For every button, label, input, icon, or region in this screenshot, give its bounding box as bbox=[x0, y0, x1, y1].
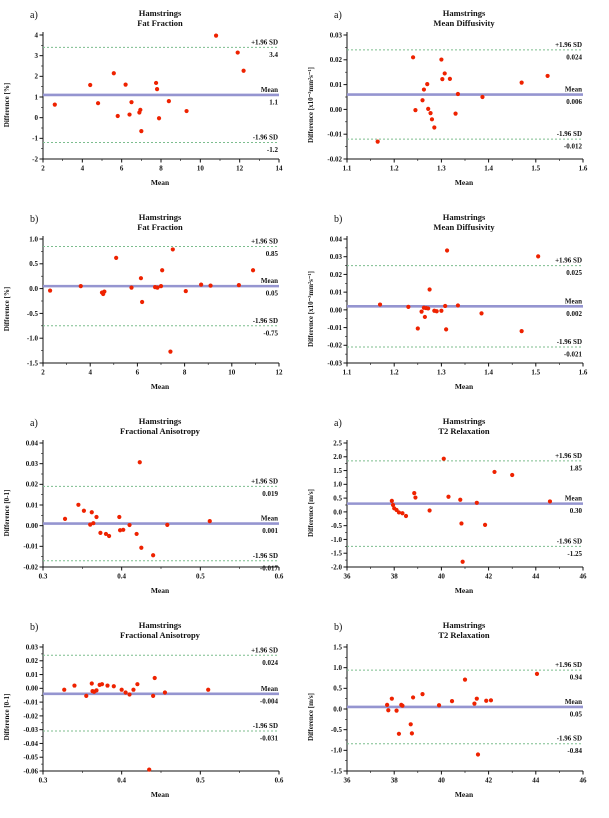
svg-text:0.01: 0.01 bbox=[25, 670, 38, 679]
svg-text:-0.01: -0.01 bbox=[327, 130, 342, 139]
svg-text:-0.03: -0.03 bbox=[23, 726, 38, 735]
svg-text:1.0: 1.0 bbox=[333, 480, 342, 489]
svg-text:2: 2 bbox=[34, 72, 38, 81]
svg-text:0.00: 0.00 bbox=[25, 522, 38, 531]
svg-text:0.0: 0.0 bbox=[333, 705, 342, 714]
svg-text:-1.0: -1.0 bbox=[330, 746, 342, 755]
panel-mean-diffusivity-b bbox=[304, 208, 609, 412]
chart-subtitle: T2 Relaxation bbox=[438, 630, 490, 640]
panel-fractional-anisotropy-a bbox=[0, 412, 304, 616]
svg-text:8: 8 bbox=[182, 368, 187, 377]
svg-text:-1.96 SD: -1.96 SD bbox=[556, 338, 582, 347]
svg-text:-1.5: -1.5 bbox=[330, 549, 342, 558]
svg-text:-0.012: -0.012 bbox=[563, 142, 582, 151]
chart-title: Hamstrings bbox=[138, 620, 182, 630]
svg-text:-1.96 SD: -1.96 SD bbox=[252, 551, 278, 560]
svg-text:0.5: 0.5 bbox=[195, 572, 205, 581]
svg-text:40: 40 bbox=[437, 572, 445, 581]
plot-wrapper bbox=[304, 233, 609, 385]
scatter-plot bbox=[317, 437, 589, 589]
panel-letter: b) bbox=[30, 214, 39, 225]
svg-text:0.024: 0.024 bbox=[262, 658, 278, 667]
plot-wrapper bbox=[0, 641, 304, 793]
x-axis-label: Mean bbox=[150, 382, 170, 391]
svg-text:8: 8 bbox=[159, 164, 163, 173]
svg-text:-1: -1 bbox=[32, 134, 38, 143]
svg-text:0.94: 0.94 bbox=[569, 673, 582, 682]
y-axis-label-box bbox=[0, 641, 13, 793]
svg-text:1.0: 1.0 bbox=[333, 664, 342, 673]
y-axis-label: Difference [x10⁻³mm²s⁻¹] bbox=[306, 271, 315, 347]
y-axis-label-box bbox=[304, 233, 317, 385]
svg-text:3.4: 3.4 bbox=[269, 50, 278, 59]
panel-letter: a) bbox=[334, 418, 342, 429]
svg-text:1.1: 1.1 bbox=[342, 368, 352, 377]
x-axis-label: Mean bbox=[150, 586, 170, 595]
x-axis-label: Mean bbox=[454, 586, 474, 595]
svg-text:42: 42 bbox=[485, 572, 493, 581]
svg-text:6: 6 bbox=[119, 164, 124, 173]
svg-text:38: 38 bbox=[390, 776, 398, 785]
svg-text:10: 10 bbox=[196, 164, 204, 173]
y-axis-label-box bbox=[0, 437, 13, 589]
svg-text:-0.5: -0.5 bbox=[330, 726, 342, 735]
svg-text:0.0: 0.0 bbox=[29, 285, 38, 293]
chart-title: Hamstrings bbox=[138, 8, 182, 18]
svg-text:1.3: 1.3 bbox=[437, 164, 446, 173]
svg-text:0.03: 0.03 bbox=[329, 31, 342, 40]
svg-text:-0.5: -0.5 bbox=[330, 522, 342, 531]
svg-text:0.03: 0.03 bbox=[25, 460, 38, 469]
svg-text:-1.96 SD: -1.96 SD bbox=[556, 734, 582, 743]
svg-text:1.5: 1.5 bbox=[333, 643, 342, 652]
scatter-plot bbox=[317, 29, 589, 181]
svg-text:4: 4 bbox=[34, 31, 38, 40]
svg-text:0.01: 0.01 bbox=[329, 81, 342, 89]
svg-text:0.01: 0.01 bbox=[329, 288, 342, 297]
svg-text:0.00: 0.00 bbox=[329, 306, 342, 315]
svg-text:Mean: Mean bbox=[260, 85, 278, 94]
plot-wrapper bbox=[304, 437, 609, 589]
scatter-plot bbox=[317, 233, 589, 385]
svg-text:-0.02: -0.02 bbox=[23, 563, 38, 572]
svg-text:0.30: 0.30 bbox=[569, 507, 582, 516]
y-axis-label: Difference [m/s] bbox=[306, 693, 315, 741]
chart-title-block bbox=[42, 416, 278, 436]
svg-text:0.3: 0.3 bbox=[38, 776, 48, 785]
panel-fat-fraction-b bbox=[0, 208, 304, 412]
svg-text:-0.75: -0.75 bbox=[263, 329, 278, 338]
panel-t2-relaxation-a bbox=[304, 412, 609, 616]
svg-text:0.002: 0.002 bbox=[566, 309, 582, 318]
svg-text:-0.05: -0.05 bbox=[23, 753, 38, 762]
svg-text:1.3: 1.3 bbox=[437, 368, 446, 377]
svg-text:0.01: 0.01 bbox=[25, 501, 38, 510]
chart-title-block bbox=[346, 212, 582, 232]
panel-letter: a) bbox=[334, 10, 342, 21]
y-axis-label-box bbox=[304, 437, 317, 589]
svg-text:46: 46 bbox=[579, 776, 587, 785]
chart-subtitle: Fat Fraction bbox=[137, 222, 183, 232]
svg-text:-0.017: -0.017 bbox=[259, 564, 278, 573]
svg-text:-1.25: -1.25 bbox=[567, 549, 582, 558]
x-axis-label: Mean bbox=[454, 382, 474, 391]
svg-text:6: 6 bbox=[135, 368, 140, 377]
y-axis-label-box bbox=[0, 29, 13, 181]
svg-text:10: 10 bbox=[228, 368, 236, 377]
scatter-plot bbox=[13, 29, 285, 181]
svg-text:0.00: 0.00 bbox=[329, 105, 342, 114]
svg-text:0.5: 0.5 bbox=[333, 684, 342, 693]
svg-text:0: 0 bbox=[34, 114, 38, 123]
plot-wrapper bbox=[304, 29, 609, 181]
svg-text:+1.96 SD: +1.96 SD bbox=[555, 661, 582, 670]
svg-text:0.04: 0.04 bbox=[25, 439, 38, 448]
svg-text:1.0: 1.0 bbox=[29, 235, 38, 244]
svg-text:0.02: 0.02 bbox=[329, 270, 342, 279]
svg-text:0.00: 0.00 bbox=[25, 684, 38, 693]
svg-text:2: 2 bbox=[41, 164, 45, 173]
svg-text:1: 1 bbox=[34, 93, 38, 102]
svg-text:Mean: Mean bbox=[564, 85, 582, 94]
panel-letter: b) bbox=[334, 214, 343, 225]
svg-text:-0.031: -0.031 bbox=[259, 734, 278, 743]
svg-text:0.6: 0.6 bbox=[274, 776, 284, 785]
svg-text:-1.96 SD: -1.96 SD bbox=[252, 316, 278, 325]
svg-text:Mean: Mean bbox=[564, 697, 582, 706]
chart-title-block bbox=[346, 8, 582, 28]
svg-text:36: 36 bbox=[343, 776, 351, 785]
y-axis-label: Difference [0-1] bbox=[2, 693, 11, 741]
svg-text:-1.96 SD: -1.96 SD bbox=[252, 722, 278, 731]
svg-text:-0.02: -0.02 bbox=[327, 341, 342, 350]
y-axis-label: Difference [m/s] bbox=[306, 489, 315, 537]
panel-mean-diffusivity-a bbox=[304, 4, 609, 208]
chart-title: Hamstrings bbox=[442, 212, 486, 222]
svg-text:1.6: 1.6 bbox=[578, 164, 588, 173]
svg-text:0.001: 0.001 bbox=[262, 527, 278, 536]
svg-text:0.4: 0.4 bbox=[117, 572, 127, 581]
x-axis-label: Mean bbox=[454, 790, 474, 799]
y-axis-label: Difference [x10⁻³mm²s⁻¹] bbox=[306, 67, 315, 143]
svg-text:14: 14 bbox=[275, 164, 283, 173]
scatter-plot bbox=[317, 641, 589, 793]
svg-text:0.02: 0.02 bbox=[25, 480, 38, 489]
svg-text:0.0: 0.0 bbox=[333, 508, 342, 517]
y-axis-label-box bbox=[304, 641, 317, 793]
panel-letter: b) bbox=[334, 622, 343, 633]
svg-text:4: 4 bbox=[88, 368, 92, 377]
chart-title: Hamstrings bbox=[138, 416, 182, 426]
svg-text:0.02: 0.02 bbox=[329, 56, 342, 65]
svg-text:44: 44 bbox=[532, 572, 540, 581]
svg-text:0.3: 0.3 bbox=[38, 572, 48, 581]
svg-text:+1.96 SD: +1.96 SD bbox=[555, 451, 582, 460]
svg-text:-1.0: -1.0 bbox=[330, 535, 342, 544]
chart-subtitle: Mean Diffusivity bbox=[433, 18, 495, 28]
chart-subtitle: Fractional Anisotropy bbox=[120, 630, 200, 640]
svg-text:0.006: 0.006 bbox=[566, 98, 582, 107]
y-axis-label-box bbox=[0, 233, 13, 385]
svg-text:-1.5: -1.5 bbox=[330, 767, 342, 776]
chart-title-block bbox=[42, 8, 278, 28]
chart-title-block bbox=[42, 620, 278, 640]
x-axis-label: Mean bbox=[150, 790, 170, 799]
chart-title-block bbox=[346, 620, 582, 640]
svg-text:36: 36 bbox=[343, 572, 351, 581]
svg-text:-0.004: -0.004 bbox=[259, 697, 278, 706]
svg-text:2: 2 bbox=[41, 368, 45, 377]
svg-text:0.024: 0.024 bbox=[566, 53, 582, 62]
chart-title-block bbox=[42, 212, 278, 232]
svg-text:12: 12 bbox=[236, 164, 244, 173]
svg-text:0.5: 0.5 bbox=[195, 776, 205, 785]
chart-title: Hamstrings bbox=[138, 212, 182, 222]
svg-text:Mean: Mean bbox=[564, 494, 582, 503]
x-axis-label: Mean bbox=[150, 178, 170, 187]
svg-text:1.5: 1.5 bbox=[333, 466, 342, 475]
svg-text:-0.01: -0.01 bbox=[23, 542, 38, 551]
chart-title-block bbox=[346, 416, 582, 436]
svg-text:-0.5: -0.5 bbox=[26, 309, 38, 318]
svg-text:12: 12 bbox=[275, 368, 283, 377]
svg-text:+1.96 SD: +1.96 SD bbox=[251, 237, 278, 246]
svg-text:1.1: 1.1 bbox=[342, 164, 352, 173]
panel-letter: a) bbox=[30, 418, 38, 429]
chart-title: Hamstrings bbox=[442, 620, 486, 630]
svg-text:0.5: 0.5 bbox=[333, 494, 342, 503]
plot-wrapper bbox=[0, 233, 304, 385]
svg-text:-2: -2 bbox=[32, 155, 38, 164]
scatter-plot bbox=[13, 437, 285, 589]
svg-text:44: 44 bbox=[532, 776, 540, 785]
chart-title: Hamstrings bbox=[442, 8, 486, 18]
svg-text:Mean: Mean bbox=[564, 297, 582, 306]
plot-wrapper bbox=[0, 437, 304, 589]
svg-text:2.5: 2.5 bbox=[333, 439, 342, 448]
svg-text:38: 38 bbox=[390, 572, 398, 581]
svg-text:-1.5: -1.5 bbox=[26, 359, 38, 368]
y-axis-label: Difference [0-1] bbox=[2, 489, 11, 537]
svg-text:0.6: 0.6 bbox=[274, 572, 284, 581]
y-axis-label-box bbox=[304, 29, 317, 181]
svg-text:-0.021: -0.021 bbox=[563, 350, 582, 359]
svg-text:-1.0: -1.0 bbox=[26, 334, 38, 343]
svg-text:-0.02: -0.02 bbox=[23, 712, 38, 721]
svg-text:2.0: 2.0 bbox=[333, 453, 342, 462]
panel-letter: a) bbox=[30, 10, 38, 21]
panel-fat-fraction-a bbox=[0, 4, 304, 208]
plot-wrapper bbox=[0, 29, 304, 181]
svg-text:-1.96 SD: -1.96 SD bbox=[556, 537, 582, 546]
svg-text:0.5: 0.5 bbox=[29, 260, 38, 269]
x-axis-label: Mean bbox=[454, 178, 474, 187]
chart-subtitle: T2 Relaxation bbox=[438, 426, 490, 436]
panel-t2-relaxation-b bbox=[304, 616, 609, 818]
svg-text:1.5: 1.5 bbox=[531, 164, 541, 173]
svg-text:-1.96 SD: -1.96 SD bbox=[252, 133, 278, 142]
svg-text:+1.96 SD: +1.96 SD bbox=[251, 477, 278, 486]
svg-text:0.05: 0.05 bbox=[265, 289, 278, 298]
svg-text:0.04: 0.04 bbox=[329, 235, 342, 244]
svg-text:40: 40 bbox=[437, 776, 445, 785]
svg-text:Mean: Mean bbox=[260, 277, 278, 286]
svg-text:0.05: 0.05 bbox=[569, 710, 582, 719]
svg-text:Mean: Mean bbox=[260, 514, 278, 523]
svg-text:1.85: 1.85 bbox=[569, 464, 582, 473]
svg-text:42: 42 bbox=[485, 776, 493, 785]
panel-letter: b) bbox=[30, 622, 39, 633]
chart-subtitle: Mean Diffusivity bbox=[433, 222, 495, 232]
svg-text:0.02: 0.02 bbox=[25, 657, 38, 666]
svg-text:46: 46 bbox=[579, 572, 587, 581]
svg-text:Mean: Mean bbox=[260, 684, 278, 693]
svg-text:0.4: 0.4 bbox=[117, 776, 127, 785]
svg-text:3: 3 bbox=[34, 52, 38, 61]
svg-text:0.85: 0.85 bbox=[265, 249, 278, 258]
svg-text:-2.0: -2.0 bbox=[330, 563, 342, 572]
panel-fractional-anisotropy-b bbox=[0, 616, 304, 818]
svg-text:-0.01: -0.01 bbox=[23, 698, 38, 707]
scatter-plot bbox=[13, 641, 285, 793]
svg-text:-0.84: -0.84 bbox=[567, 747, 582, 756]
svg-text:1.2: 1.2 bbox=[389, 164, 399, 173]
svg-text:+1.96 SD: +1.96 SD bbox=[555, 40, 582, 49]
svg-text:0.019: 0.019 bbox=[262, 489, 278, 498]
svg-text:-0.04: -0.04 bbox=[23, 739, 38, 748]
svg-text:-1.96 SD: -1.96 SD bbox=[556, 130, 582, 139]
svg-text:-0.01: -0.01 bbox=[327, 323, 342, 332]
svg-text:1.6: 1.6 bbox=[578, 368, 588, 377]
svg-text:+1.96 SD: +1.96 SD bbox=[251, 38, 278, 47]
y-axis-label: Difference [%] bbox=[2, 286, 11, 332]
svg-text:+1.96 SD: +1.96 SD bbox=[251, 646, 278, 655]
plot-wrapper bbox=[304, 641, 609, 793]
svg-text:1.1: 1.1 bbox=[269, 98, 278, 107]
svg-text:0.03: 0.03 bbox=[25, 643, 38, 652]
chart-title: Hamstrings bbox=[442, 416, 486, 426]
svg-text:+1.96 SD: +1.96 SD bbox=[555, 256, 582, 265]
svg-text:-0.03: -0.03 bbox=[327, 359, 342, 368]
svg-text:1.2: 1.2 bbox=[389, 368, 399, 377]
svg-text:-0.06: -0.06 bbox=[23, 767, 38, 776]
chart-subtitle: Fat Fraction bbox=[137, 18, 183, 28]
svg-text:0.025: 0.025 bbox=[566, 269, 582, 278]
svg-text:1.4: 1.4 bbox=[484, 368, 493, 377]
svg-text:1.5: 1.5 bbox=[531, 368, 541, 377]
chart-subtitle: Fractional Anisotropy bbox=[120, 426, 200, 436]
svg-text:1.4: 1.4 bbox=[484, 164, 493, 173]
svg-text:-0.02: -0.02 bbox=[327, 155, 342, 164]
svg-text:0.03: 0.03 bbox=[329, 253, 342, 262]
scatter-plot bbox=[13, 233, 285, 385]
svg-text:-1.2: -1.2 bbox=[266, 145, 278, 154]
y-axis-label: Difference [%] bbox=[2, 82, 11, 128]
svg-text:4: 4 bbox=[80, 164, 85, 173]
